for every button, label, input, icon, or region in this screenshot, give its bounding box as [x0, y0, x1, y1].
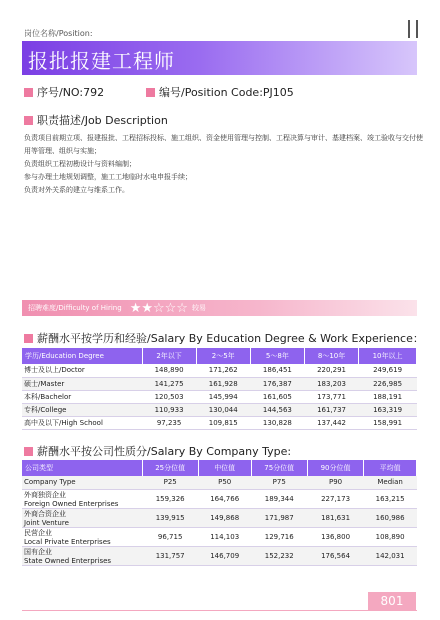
pink-square-icon [24, 447, 33, 456]
salary-company-table [22, 460, 417, 566]
company-type-cn: 外商合资企业 [24, 509, 66, 518]
table-header: 公司类型 [22, 460, 142, 476]
company-type-en: Local Private Enterprises [24, 537, 111, 546]
table-header: 10年以上 [359, 348, 417, 364]
table-cell: 164,766 [198, 489, 251, 508]
table-cell: 173,771 [304, 390, 358, 403]
table-header: 25分位值 [142, 460, 198, 476]
table-header: 75分位值 [251, 460, 307, 476]
bottom-rule [22, 610, 417, 611]
table-row [22, 403, 417, 416]
table-row [22, 390, 417, 403]
company-type-cn: 外商独资企业 [24, 490, 66, 499]
salary-company-heading-text: 薪酬水平按公司性质分/Salary By Company Type: [37, 445, 292, 458]
table-cell: 139,915 [142, 508, 198, 527]
table-cell: 130,828 [250, 416, 304, 429]
company-type-cn: 民营企业 [24, 528, 52, 537]
table-cell: 163,215 [364, 489, 417, 508]
position-label: 岗位名称/Position: [24, 29, 93, 38]
difficulty-bar [22, 300, 417, 316]
position-code: 编号/Position Code:PJ105 [159, 86, 294, 99]
table-cell: 110,933 [142, 403, 196, 416]
table-row [22, 546, 417, 565]
table-cell: 120,503 [142, 390, 196, 403]
serial-number: 序号/NO:792 [37, 86, 105, 99]
table-row [22, 364, 417, 377]
table-cell: 249,619 [359, 364, 417, 377]
table-cell: 227,173 [307, 489, 363, 508]
table-cell: P25 [142, 476, 198, 489]
table-cell: 226,985 [359, 377, 417, 390]
code-row [146, 84, 294, 100]
table-cell: 142,031 [364, 546, 417, 565]
star-rating-icon: ★★☆☆☆ [129, 300, 188, 316]
table-cell: Median [364, 476, 417, 489]
table-header: 2年以下 [142, 348, 196, 364]
table-cell: 161,605 [250, 390, 304, 403]
table-cell: 148,890 [142, 364, 196, 377]
table-cell: P75 [251, 476, 307, 489]
table-cell: 114,103 [198, 527, 251, 546]
table-cell: 高中及以下/High School [22, 416, 142, 429]
table-header: 5～8年 [250, 348, 304, 364]
salary-edu-table [22, 348, 417, 430]
company-type-en: Foreign Owned Enterprises [24, 499, 119, 508]
table-cell: 149,868 [198, 508, 251, 527]
table-cell: 136,800 [307, 527, 363, 546]
table-cell: 171,987 [251, 508, 307, 527]
table-cell: 176,387 [250, 377, 304, 390]
pink-square-icon [24, 88, 33, 97]
desc-line: 参与办理土地规划调整，施工工地临时水电申报手续； [24, 173, 192, 181]
table-cell: P50 [198, 476, 251, 489]
pink-square-icon [24, 334, 33, 343]
table-cell: 146,709 [198, 546, 251, 565]
salary-edu-heading [24, 330, 424, 346]
table-cell: 硕士/Master [22, 377, 142, 390]
table-cell: P90 [307, 476, 363, 489]
corner-mark [408, 20, 418, 38]
table-header: 平均值 [364, 460, 417, 476]
table-cell: 131,757 [142, 546, 198, 565]
table-cell: 130,044 [196, 403, 250, 416]
desc-line: 负责对外关系的建立与维系工作。 [24, 186, 129, 194]
table-header: 90分位值 [307, 460, 363, 476]
table-cell: 141,275 [142, 377, 196, 390]
table-row [22, 489, 417, 508]
table-cell [22, 546, 142, 565]
table-cell: 161,737 [304, 403, 358, 416]
desc-line: 负责组织工程初勘设计与资料编制； [24, 160, 136, 168]
title-banner [22, 41, 417, 75]
table-cell: 152,232 [251, 546, 307, 565]
table-header-row [22, 460, 417, 476]
table-cell: 108,890 [364, 527, 417, 546]
table-cell: Company Type [22, 476, 142, 489]
table-cell [22, 527, 142, 546]
table-row [22, 377, 417, 390]
table-cell: 220,291 [304, 364, 358, 377]
pink-square-icon [146, 88, 155, 97]
difficulty-label: 招聘难度/Difficulty of Hiring [28, 304, 122, 312]
job-description [24, 132, 424, 197]
pink-square-icon [24, 116, 33, 125]
company-type-cn: 国有企业 [24, 547, 52, 556]
table-cell: 本科/Bachelor [22, 390, 142, 403]
table-cell: 137,442 [304, 416, 358, 429]
table-header: 8～10年 [304, 348, 358, 364]
table-row [22, 527, 417, 546]
table-cell [22, 508, 142, 527]
table-cell [22, 489, 142, 508]
table-row [22, 508, 417, 527]
table-cell: 144,563 [250, 403, 304, 416]
table-cell: 183,203 [304, 377, 358, 390]
table-cell: 博士及以上/Doctor [22, 364, 142, 377]
table-cell: 158,991 [359, 416, 417, 429]
table-row [22, 416, 417, 429]
difficulty-level: 较易 [191, 304, 206, 312]
page-number: 801 [368, 592, 416, 610]
job-desc-heading [24, 112, 168, 128]
table-subheader-row [22, 476, 417, 489]
desc-line: 负责项目前期立项、报建报批、工程招标投标、施工组织、资金使用管理与控制、工程决算与审计、基建档案、竣工验收与交付使用等管理、组织与实施； [24, 134, 423, 155]
table-cell: 176,564 [307, 546, 363, 565]
salary-edu-heading-text: 薪酬水平按学历和经验/Salary By Education Degree & Work Experience： [37, 332, 424, 345]
table-cell: 171,262 [196, 364, 250, 377]
company-type-en: State Owned Enterprises [24, 556, 112, 565]
table-header: 2～5年 [196, 348, 250, 364]
table-cell: 186,451 [250, 364, 304, 377]
table-cell: 97,235 [142, 416, 196, 429]
salary-company-heading [24, 443, 291, 459]
table-header: 中位值 [198, 460, 251, 476]
table-cell: 181,631 [307, 508, 363, 527]
serial-row [24, 84, 104, 100]
table-cell: 109,815 [196, 416, 250, 429]
table-cell: 145,994 [196, 390, 250, 403]
table-cell: 专科/College [22, 403, 142, 416]
table-header: 学历/Education Degree [22, 348, 142, 364]
table-header-row [22, 348, 417, 364]
table-cell: 188,191 [359, 390, 417, 403]
company-type-en: Joint Venture [24, 518, 69, 527]
job-title: 报批报建工程师 [28, 49, 175, 73]
table-cell: 159,326 [142, 489, 198, 508]
job-desc-heading-text: 职责描述/Job Description [37, 114, 168, 127]
table-cell: 129,716 [251, 527, 307, 546]
table-cell: 161,928 [196, 377, 250, 390]
table-cell: 96,715 [142, 527, 198, 546]
table-cell: 189,344 [251, 489, 307, 508]
top-bar [0, 0, 440, 8]
table-cell: 163,319 [359, 403, 417, 416]
table-cell: 160,986 [364, 508, 417, 527]
